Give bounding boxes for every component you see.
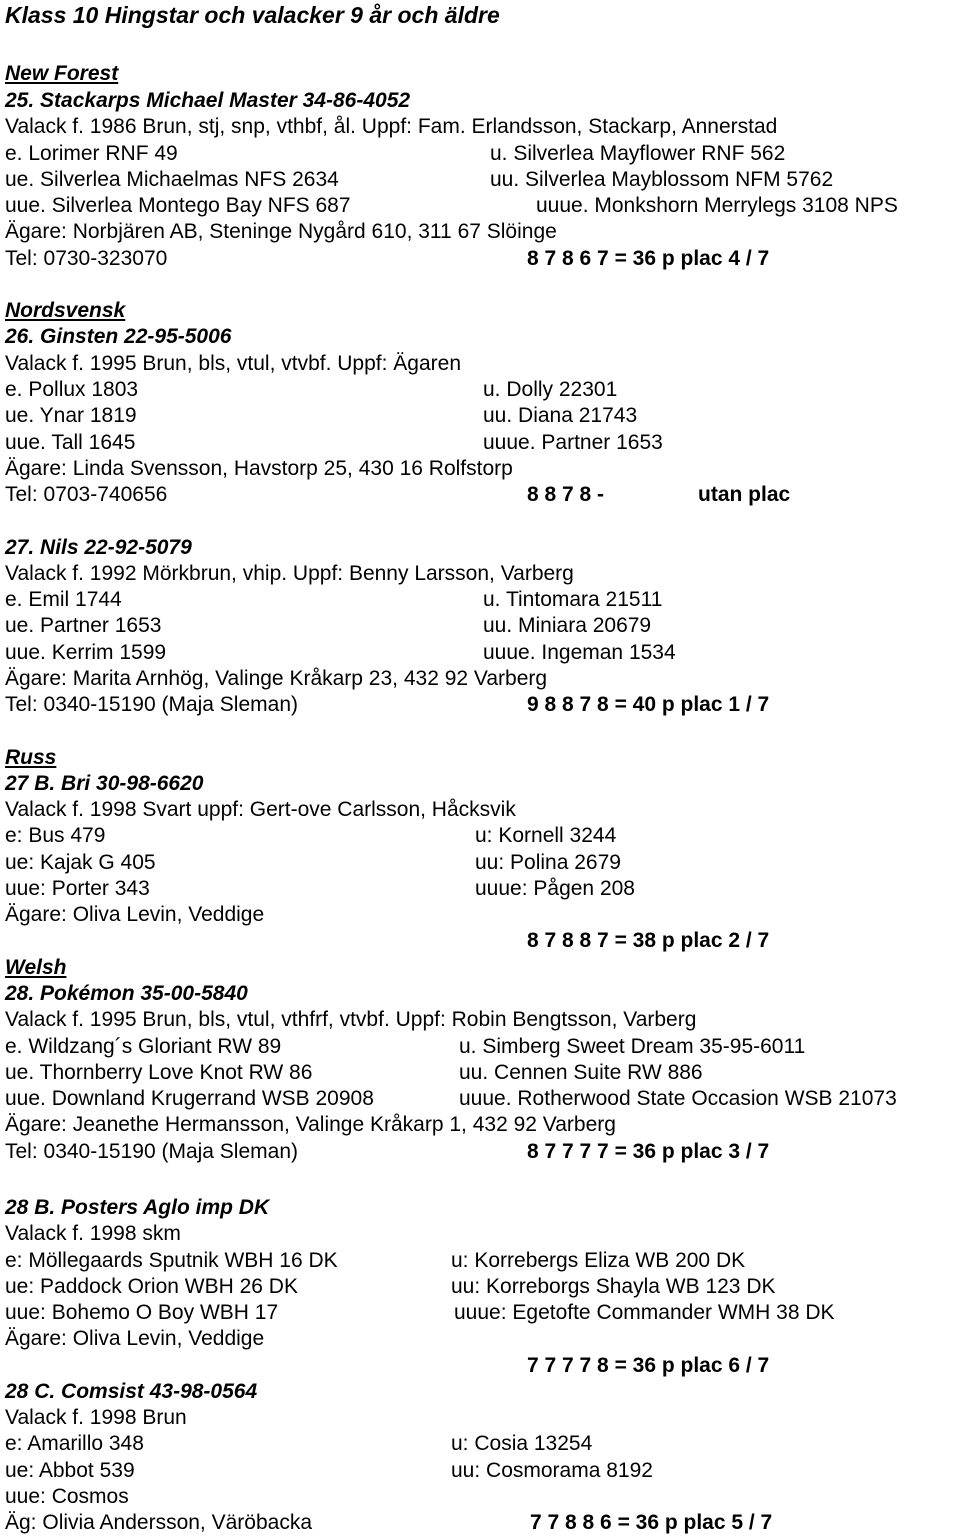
pedigree-sire: e: Bus 479 [5, 824, 106, 847]
pedigree-sire-sire-sire: uue. Silverlea Montego Bay NFS 687 [5, 194, 351, 217]
entry-description: Valack f. 1995 Brun, bls, vtul, vtvbf. Uppf: Ägaren [5, 352, 462, 375]
pedigree-dam-dam-dam: uuue. Partner 1653 [483, 431, 663, 454]
telephone-line: Tel: 0703-740656 [5, 483, 168, 506]
placement-label: utan plac [698, 483, 791, 506]
pedigree-sire: e. Emil 1744 [5, 588, 122, 611]
entry-description: Valack f. 1998 skm [5, 1222, 181, 1245]
entry-heading: 28. Pokémon 35-00-5840 [5, 982, 248, 1005]
pedigree-dam: u. Simberg Sweet Dream 35-95-6011 [459, 1035, 806, 1058]
breed-heading-new-forest: New Forest [5, 62, 119, 85]
pedigree-sire-sire-sire: uue. Kerrim 1599 [5, 641, 167, 664]
pedigree-dam: u. Silverlea Mayflower RNF 562 [490, 142, 786, 165]
score-line: 9 8 8 7 8 = 40 p plac 1 / 7 [527, 693, 770, 716]
pedigree-dam-dam: uu. Silverlea Mayblossom NFM 5762 [490, 168, 834, 191]
pedigree-dam: u. Dolly 22301 [483, 378, 618, 401]
entry-heading: 27 B. Bri 30-98-6620 [5, 772, 204, 795]
telephone-line: Tel: 0340-15190 (Maja Sleman) [5, 693, 298, 716]
breed-heading-welsh: Welsh [5, 956, 67, 979]
pedigree-sire-sire: ue: Kajak G 405 [5, 851, 156, 874]
owner-line: Ägare: Oliva Levin, Veddige [5, 903, 265, 926]
pedigree-sire-sire-sire: uue: Bohemo O Boy WBH 17 [5, 1301, 279, 1324]
pedigree-dam: u: Kornell 3244 [475, 824, 617, 847]
entry-description: Valack f. 1986 Brun, stj, snp, vthbf, ål. Uppf: Fam. Erlandsson, Stackarp, Annerstad [5, 115, 778, 138]
entry-description: Valack f. 1998 Brun [5, 1406, 187, 1429]
telephone-line: Tel: 0340-15190 (Maja Sleman) [5, 1140, 298, 1163]
score-line: 7 7 7 7 8 = 36 p plac 6 / 7 [527, 1354, 770, 1377]
pedigree-dam-dam: uu: Polina 2679 [475, 851, 621, 874]
pedigree-sire: e: Möllegaards Sputnik WBH 16 DK [5, 1249, 338, 1272]
telephone-line: Tel: 0730-323070 [5, 247, 168, 270]
pedigree-sire-sire: ue. Partner 1653 [5, 614, 162, 637]
breed-heading-nordsvensk: Nordsvensk [5, 299, 126, 322]
pedigree-sire-sire: ue. Ynar 1819 [5, 404, 137, 427]
entry-description: Valack f. 1992 Mörkbrun, vhip. Uppf: Benny Larsson, Varberg [5, 562, 574, 585]
pedigree-dam: u: Korrebergs Eliza WB 200 DK [451, 1249, 746, 1272]
score-line: 8 7 8 6 7 = 36 p plac 4 / 7 [527, 247, 770, 270]
pedigree-sire: e. Pollux 1803 [5, 378, 139, 401]
entry-heading: 25. Stackarps Michael Master 34-86-4052 [5, 89, 411, 112]
pedigree-sire-sire-sire: uue. Downland Krugerrand WSB 20908 [5, 1087, 374, 1110]
pedigree-sire-sire-sire: uue. Tall 1645 [5, 431, 136, 454]
entry-heading: 27. Nils 22-92-5079 [5, 536, 192, 559]
page-title: Klass 10 Hingstar och valacker 9 år och äldre [5, 2, 500, 28]
pedigree-dam-dam-dam: uuue. Monkshorn Merrylegs 3108 NPS [536, 194, 898, 217]
entry-heading: 28 C. Comsist 43-98-0564 [5, 1380, 258, 1403]
score-line: 8 7 8 8 7 = 38 p plac 2 / 7 [527, 929, 770, 952]
owner-line: Ägare: Marita Arnhög, Valinge Kråkarp 23, 432 92 Varberg [5, 667, 548, 690]
entry-heading: 28 B. Posters Aglo imp DK [5, 1196, 270, 1219]
pedigree-sire: e. Lorimer RNF 49 [5, 142, 178, 165]
owner-line: Ägare: Oliva Levin, Veddige [5, 1327, 265, 1350]
owner-line: Äg: Olivia Andersson, Väröbacka [5, 1511, 313, 1534]
pedigree-sire-sire-sire: uue: Porter 343 [5, 877, 150, 900]
owner-line: Ägare: Linda Svensson, Havstorp 25, 430 16 Rolfstorp [5, 457, 513, 480]
pedigree-dam-dam: uu. Cennen Suite RW 886 [459, 1061, 703, 1084]
pedigree-dam-dam-dam: uuue: Pågen 208 [475, 877, 635, 900]
score-line: 7 7 8 8 6 = 36 p plac 5 / 7 [530, 1511, 773, 1534]
pedigree-sire: e: Amarillo 348 [5, 1432, 144, 1455]
owner-line: Ägare: Norbjären AB, Steninge Nygård 610, 311 67 Slöinge [5, 220, 557, 243]
pedigree-dam-dam: uu. Diana 21743 [483, 404, 638, 427]
owner-line: Ägare: Jeanethe Hermansson, Valinge Kråkarp 1, 432 92 Varberg [5, 1113, 616, 1136]
breed-heading-russ: Russ [5, 746, 57, 769]
score-line: 8 8 7 8 - [527, 483, 605, 506]
pedigree-dam-dam-dam: uuue. Ingeman 1534 [483, 641, 676, 664]
pedigree-sire-sire: ue: Paddock Orion WBH 26 DK [5, 1275, 298, 1298]
pedigree-sire-sire: ue: Abbot 539 [5, 1459, 135, 1482]
entry-description: Valack f. 1995 Brun, bls, vtul, vthfrf, vtvbf. Uppf: Robin Bengtsson, Varberg [5, 1008, 697, 1031]
pedigree-sire: e. Wildzang´s Gloriant RW 89 [5, 1035, 282, 1058]
entry-heading: 26. Ginsten 22-95-5006 [5, 325, 232, 348]
entry-description: Valack f. 1998 Svart uppf: Gert-ove Carlsson, Håcksvik [5, 798, 516, 821]
pedigree-dam-dam-dam: uuue. Rotherwood State Occasion WSB 21073 [459, 1087, 897, 1110]
pedigree-dam-dam-dam: uuue: Egetofte Commander WMH 38 DK [454, 1301, 835, 1324]
pedigree-dam: u. Tintomara 21511 [483, 588, 663, 611]
pedigree-sire-sire: ue. Thornberry Love Knot RW 86 [5, 1061, 313, 1084]
pedigree-dam-dam: uu: Cosmorama 8192 [451, 1459, 653, 1482]
score-line: 8 7 7 7 7 = 36 p plac 3 / 7 [527, 1140, 770, 1163]
pedigree-dam-dam: uu: Korreborgs Shayla WB 123 DK [451, 1275, 776, 1298]
pedigree-sire-sire-sire: uue: Cosmos [5, 1485, 129, 1508]
pedigree-dam: u: Cosia 13254 [451, 1432, 593, 1455]
pedigree-sire-sire: ue. Silverlea Michaelmas NFS 2634 [5, 168, 339, 191]
pedigree-dam-dam: uu. Miniara 20679 [483, 614, 652, 637]
